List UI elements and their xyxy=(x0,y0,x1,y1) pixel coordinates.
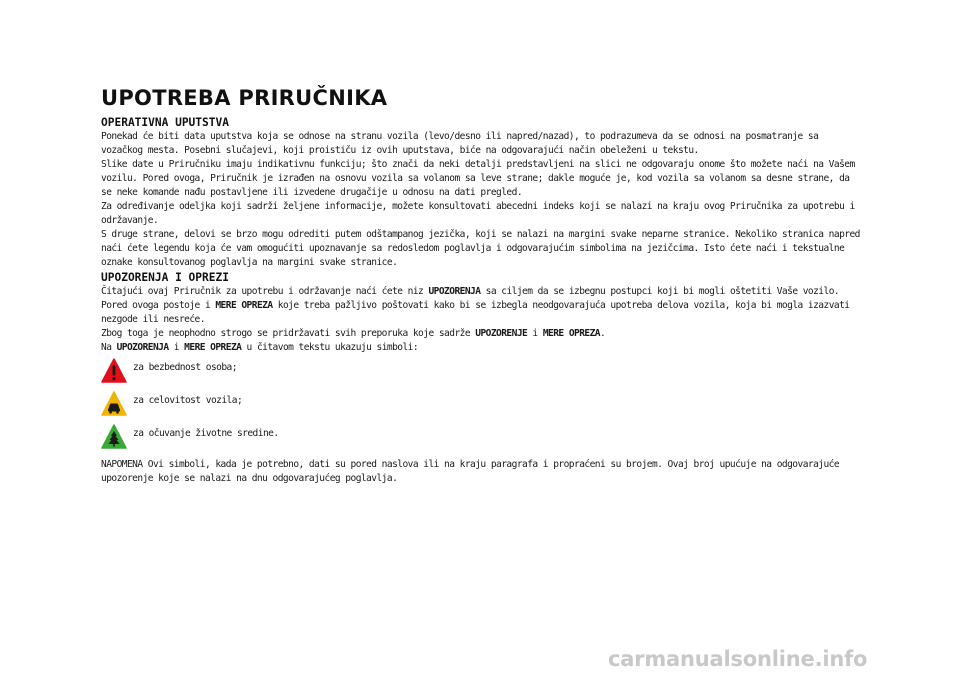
paragraph: S druge strane, delovi se brzo mogu odrediti putem odštampanog jezička, koji se nalazi na margini svake neparne stranice. Nekoliko stranica napred naći ćete legendu koja će vam omogućiti upoznavanje sa redosledom poglavlja i odgovarajućim simbolima na jezičcima. Isto ćete naći i tekstualne oznake konsultovanog poglavlja na margini svake stranice. xyxy=(101,229,860,268)
paragraph: Zbog toga je neophodno strogo se pridržavati svih preporuka koje sadrže UPOZORENJE i MERE OPREZA. xyxy=(101,328,606,339)
symbol-label: za bezbednost osoba; xyxy=(133,362,237,373)
paragraph: Ponekad će biti data uputstva koja se odnose na stranu vozila (levo/desno ili napred/nazad), to podrazumeva da se odnosi na posmatranje sa vozačkog mesta. Posebni slučajevi, koji proističu iz ovih uputstava, biće na odgovarajući način obeleženi u tekstu. xyxy=(101,131,819,156)
symbol-row-environment xyxy=(101,424,861,457)
page-title: UPOTREBA PRIRUČNIKA xyxy=(101,86,388,110)
symbol-label: za celovitost vozila; xyxy=(133,395,243,406)
paragraph: Čitajući ovaj Priručnik za upotrebu i održavanje naći ćete niz UPOZORENJA sa ciljem da se izbegnu postupci koji bi mogli oštetiti Vaše vozilo. xyxy=(101,286,840,297)
tree-environment-icon xyxy=(101,424,127,450)
warning-person-icon xyxy=(101,358,127,384)
paragraph: Slike date u Priručniku imaju indikativnu funkciju; što znači da neki detalji predstavljeni na slici ne odgovaraju onome što možete naći na Vašem vozilu. Pored ovoga, Priručnik je izrađen na osnovu vozila sa volanom sa leve strane; dakle moguće je, kod vozila sa volanom sa desne strane, da se neke komande nađu postavljene ili izvedene drugačije u odnosu na dati pregled. xyxy=(101,159,855,198)
section-heading-upozorenja: UPOZORENJA I OPREZI xyxy=(101,271,229,284)
paragraph: Na UPOZORENJA i MERE OPREZA u čitavom tekstu ukazuju simboli: xyxy=(101,342,419,353)
symbol-row-vehicle xyxy=(101,391,861,424)
symbol-label: za očuvanje životne sredine. xyxy=(133,428,279,439)
car-caution-icon xyxy=(101,391,127,417)
paragraph: Pored ovoga postoje i MERE OPREZA koje treba pažljivo poštovati kako bi se izbegla neodgovarajuća upotreba delova vozila, koja bi mogla izazvati nezgode ili nesreće. xyxy=(101,300,850,325)
manual-page xyxy=(101,84,861,486)
note-paragraph: NAPOMENA Ovi simboli, kada je potrebno, dati su pored naslova ili na kraju paragrafa i propraćeni su brojem. Ovaj broj upućuje na odgovarajuće upozorenje koje se nalazi na dnu odgovarajućeg poglavlja. xyxy=(101,459,840,484)
symbol-row-persons xyxy=(101,358,861,391)
watermark: carmanualsonline.info xyxy=(608,647,868,671)
paragraph: Za određivanje odeljka koji sadrži željene informacije, možete konsultovati abecedni indeks koji se nalazi na kraju ovog Priručnika za upotrebu i održavanje. xyxy=(101,201,855,226)
section-heading-operativna: OPERATIVNA UPUTSTVA xyxy=(101,116,229,129)
